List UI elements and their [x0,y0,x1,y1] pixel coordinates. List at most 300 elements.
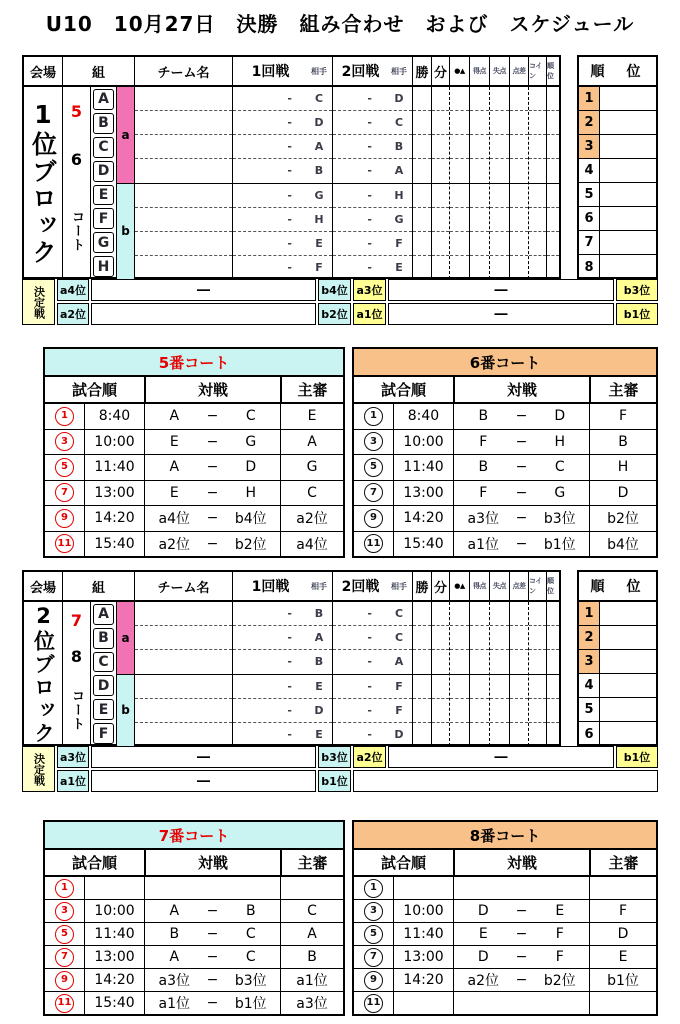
score-cell [432,87,449,111]
court-number-cell [62,87,90,279]
block2-decision-matches [22,746,658,792]
round1-opponent: C [314,92,324,106]
score-cell [450,111,469,135]
referee: D [617,484,629,501]
score-cell [529,184,546,208]
match-time: 11:40 [394,455,454,480]
score-cell [432,111,449,135]
round1-opponent: E [315,679,323,693]
header-loss-mark: ●▲ [449,57,469,85]
circled-number: 3 [55,902,74,921]
away-team: b1位 [234,996,267,1012]
round2-opponent: H [394,188,404,202]
score-cell [547,650,559,674]
circled-number: 11 [55,534,74,553]
schedule-row: 9 14:20 a4位 − b4位 a2位 [45,506,343,532]
round2-opponent: A [394,655,404,669]
score-cell [470,87,489,111]
score-cell [413,184,431,208]
schedule-rows [45,404,343,556]
score-cell [450,256,469,279]
score-cell [470,723,489,746]
score-cell [529,208,546,232]
team-letter: C [93,137,114,158]
block-1st-place [22,55,658,325]
header-draw: 分 [431,572,449,600]
header-group: 組 [62,57,134,85]
score-cell [432,602,449,626]
rank-row [579,255,656,279]
score-cell [432,232,449,256]
stat-column-rank [546,87,559,279]
away-team: G [245,433,257,450]
score-cell [510,87,528,111]
decision-match-cell: ― [388,746,614,768]
stat-column-loss [449,87,469,279]
schedule-row: 9 14:20 a3位 − b3位 a1位 [45,969,343,992]
match-time: 10:00 [85,430,145,455]
circled-number: 9 [55,971,74,990]
score-cell [490,723,509,746]
team-letter: C [93,652,114,673]
rank-team-slot [600,159,656,182]
round1-cell: - B [233,602,332,626]
circled-number: 1 [55,879,74,898]
score-cell [547,184,559,208]
schedule-row: 9 14:20 a3位 − b3位 b2位 [354,506,656,532]
circled-number: 7 [364,948,383,967]
score-cell [529,723,546,746]
stat-column-win [412,602,431,746]
score-cell [490,675,509,699]
schedule-row: 5 11:40 A − D G [45,455,343,481]
header-referee: 主審 [608,854,639,872]
home-team: D [477,903,489,919]
referee: b1位 [607,973,639,989]
score-cell [529,626,546,650]
rank-row [579,698,656,722]
round1-cell: - D [233,699,332,723]
score-cell [450,602,469,626]
referee: b4位 [607,536,639,553]
rank-number: 3 [579,135,600,158]
score-cell [470,699,489,723]
referee: a2位 [296,511,328,528]
score-cell [510,699,528,723]
round1-column [232,602,332,746]
score-cell [450,184,469,208]
round2-cell: - B [333,135,412,159]
home-team: B [478,459,489,476]
group-column [116,87,134,279]
score-cell [490,111,509,135]
round1-opponent: H [314,212,324,226]
opponent-label: 相手 [311,66,327,76]
rank-rows [579,87,656,279]
schedule-row: 7 13:00 F − G D [354,481,656,507]
decision-row [57,770,658,792]
schedule-court6 [352,347,658,558]
score-cell [547,159,559,183]
round2-opponent: E [395,260,403,274]
decision-match-cell [91,303,316,325]
away-team: C [245,408,256,425]
court-number-bottom: 8 [70,646,83,666]
score-cell [490,232,509,256]
schedule-title: 7番コート [45,822,343,850]
referee: C [307,484,317,501]
team-letter: F [93,723,114,744]
team-letter: E [93,185,114,206]
decision-team: a2位 [353,746,386,768]
score-cell [413,699,431,723]
round1-cell: - B [233,159,332,183]
round2-cell: - D [333,723,412,746]
score-cell [135,87,232,111]
home-team: A [169,903,180,919]
venue-cell [24,602,62,746]
group-column [116,602,134,746]
round1-cell [233,87,332,111]
schedule-row [45,877,343,900]
page-title: U10 10月27日 決勝 組み合わせ および スケジュール [45,12,635,36]
schedule-header [354,850,656,877]
score-cell [135,135,232,159]
home-team: a3位 [467,511,499,528]
score-cell [490,159,509,183]
rank-rows [579,602,656,746]
score-cell [432,723,449,746]
header-goals-for: 得点 [469,57,489,85]
block2-grid [22,570,561,746]
round2-cell: - H [333,184,412,208]
decision-match-cell: ― [388,279,614,301]
score-cell [432,699,449,723]
opponent-label: 相手 [391,66,407,76]
decision-team: a2位 [57,303,89,325]
header-referee: 主審 [608,381,639,399]
rank-number: 5 [579,183,600,206]
rank-team-slot [600,722,656,746]
rank-number: 7 [579,231,600,254]
block-2nd-place [22,570,658,792]
header-coin: コイン [528,57,546,85]
decision-team: b1位 [616,303,658,325]
away-team: b2位 [543,973,576,989]
home-team: E [169,433,179,450]
decision-row [57,746,658,768]
header-win: 勝 [412,57,431,85]
score-cell [450,675,469,699]
header-round1 [232,57,332,85]
score-cell [135,626,232,650]
round2-opponent: F [395,679,403,693]
away-team: B [245,903,256,919]
score-cell [529,675,546,699]
score-cell [490,699,509,723]
score-cell [413,135,431,159]
match-time: 10:00 [394,900,454,922]
schedule-row: 7 13:00 D − F E [354,946,656,969]
match-time: 14:20 [85,506,145,531]
circled-number: 7 [55,948,74,967]
round2-label: 2回戦 [341,64,380,80]
round1-cell: - E [233,675,332,699]
header-match-order: 試合順 [354,377,455,402]
rank-row [579,231,656,255]
round2-cell: - F [333,699,412,723]
score-cell [135,159,232,183]
rank-team-slot [600,87,656,110]
venue-cell [24,87,62,279]
home-team: a4位 [158,511,190,528]
round1-opponent: B [314,164,324,178]
decision-label: 決定戦 [22,279,55,325]
score-cell [413,111,431,135]
match-time: 13:00 [85,481,145,506]
match-time: 15:40 [394,532,454,557]
round2-opponent: A [394,164,404,178]
referee: C [307,903,317,919]
score-cell [529,87,546,111]
rank-team-slot [600,255,656,279]
score-cell [432,208,449,232]
team-letter: D [93,675,114,696]
home-team: D [477,949,489,965]
match-time: 14:20 [85,969,145,991]
away-team: F [555,949,564,965]
score-cell [529,232,546,256]
rank-row [579,602,656,626]
score-cell [432,650,449,674]
match-time: 14:20 [394,506,454,531]
round2-cell: - C [333,111,412,135]
venue-vertical-label: 2位ブロック [31,603,56,745]
score-cell [432,626,449,650]
schedule-header [45,850,343,877]
circled-number: 1 [364,879,383,898]
header-venue: 会場 [29,580,56,596]
rank-number: 2 [579,626,600,649]
score-cell [450,232,469,256]
referee: F [618,408,628,425]
score-cell [450,650,469,674]
score-cell [490,626,509,650]
rank-row [579,722,656,746]
team-letter-column [90,602,116,746]
header-win: 勝 [412,572,431,600]
court-number-top: 5 [70,101,83,121]
score-cell [413,626,431,650]
rank-row [579,159,656,183]
score-cell [450,723,469,746]
match-time: 10:00 [85,900,145,922]
score-cell [470,256,489,279]
round2-opponent: C [394,116,404,130]
score-cell [135,675,232,699]
match-time [394,877,454,899]
match-number-cell [45,404,85,429]
vs-dash: − [206,408,219,425]
away-team: C [245,926,256,942]
match-time: 8:40 [85,404,145,429]
score-cell [135,184,232,208]
score-cell [529,111,546,135]
score-cell [470,184,489,208]
decision-team: b3位 [616,279,658,301]
score-cell [413,208,431,232]
team-name-column [134,602,232,746]
block1-grid [22,55,561,279]
score-cell [135,699,232,723]
block1-grid-header [24,57,559,87]
score-cell [450,87,469,111]
referee: H [617,459,629,476]
score-cell [529,135,546,159]
circled-number: 9 [364,509,383,528]
score-cell [510,675,528,699]
stat-column-draw [431,602,449,746]
header-rank: 順位 [546,572,559,600]
match-time: 8:40 [394,404,454,429]
score-cell [547,699,559,723]
rank-row [579,674,656,698]
schedule-row: 5 11:40 B − C H [354,455,656,481]
schedule-rows [45,877,343,1014]
round2-cell: - C [333,626,412,650]
rank-team-slot [600,698,656,721]
header-team-name: チーム名 [134,57,232,85]
round2-cell: - F [333,675,412,699]
header-round2 [332,57,412,85]
match-time [85,877,145,899]
header-rank: 順位 [546,57,559,85]
header-match: 対戦 [455,377,591,402]
away-team: b4位 [234,511,267,528]
team-letter: E [93,699,114,720]
score-cell [432,256,449,279]
score-cell [529,699,546,723]
schedule-row: 11 15:40 a1位 − b1位 a3位 [45,992,343,1014]
circled-number: 11 [364,534,383,553]
header-loss-mark: ●▲ [449,572,469,600]
score-cell [547,626,559,650]
score-cell [413,602,431,626]
header-match: 対戦 [146,850,282,875]
score-cell [510,135,528,159]
rank-team-slot [600,183,656,206]
score-cell [470,675,489,699]
referee: a1位 [296,973,328,989]
stat-column-goals-against [489,87,509,279]
round2-column [332,87,412,279]
schedule-header [354,377,656,404]
away-team: C [245,949,256,965]
decision-row [57,303,658,325]
decision-team: a1位 [57,770,89,792]
score-cell [510,111,528,135]
decision-label: 決定戦 [22,746,55,792]
score-cell [529,650,546,674]
header-goal-diff: 点差 [509,57,528,85]
match-time: 14:20 [394,969,454,991]
rank-table-header: 順 位 [579,572,656,602]
team-letter: D [93,161,114,182]
schedule-row [45,404,343,430]
stat-column-goal-diff [509,602,528,746]
score-cell [510,208,528,232]
circled-number: 11 [55,994,74,1013]
header-round2: 2回戦 相手 [332,572,412,600]
header-goal-diff: 点差 [509,572,528,600]
rank-number: 5 [579,698,600,721]
circled-number: 1 [364,407,383,426]
round2-cell: - D [333,87,412,111]
circled-number: 5 [55,925,74,944]
team-letter: A [93,89,114,110]
score-cell [510,650,528,674]
header-goals-for: 得点 [469,572,489,600]
circled-number: 7 [55,483,74,502]
decision-match-cell: ― [388,303,614,325]
score-cell [510,723,528,746]
round1-opponent: D [314,703,324,717]
round1-cell: - B [233,650,332,674]
schedule-rows [354,877,656,1014]
schedule-title: 5番コート [45,349,343,377]
header-draw: 分 [431,57,449,85]
score-cell [450,159,469,183]
team-letter: G [93,232,114,253]
away-team: F [555,926,564,942]
referee: a3位 [296,996,328,1012]
block2-rank-table [577,570,658,746]
schedule-row: 11 15:40 a2位 − b2位 a4位 [45,532,343,557]
round1-opponent: E [315,236,323,250]
score-cell [547,723,559,746]
referee: B [618,433,628,450]
home-team: E [169,484,179,501]
schedule-row: 7 13:00 A − C B [45,946,343,969]
header-goals-against: 失点 [489,57,509,85]
home-team: F [479,433,488,450]
round1-opponent: G [314,188,324,202]
score-cell [135,723,232,746]
referee: E [307,408,317,425]
court-suffix: コート [69,210,84,252]
schedule-row: 7 13:00 E − H C [45,481,343,507]
score-cell [510,256,528,279]
round2-cell: - G [333,208,412,232]
group-a-cell: a [117,602,134,675]
away-team: b3位 [543,511,576,528]
decision-team: a4位 [57,279,89,301]
round1-opponent: B [314,607,324,621]
match-time: 15:40 [85,532,145,557]
round2-column [332,602,412,746]
score-cell [490,87,509,111]
round2-opponent: F [395,236,403,250]
block1-grid-body [24,87,559,279]
round2-opponent: G [394,212,404,226]
team-letter: B [93,628,114,649]
score-cell [547,208,559,232]
decision-empty-cell [353,770,658,792]
decision-match-cell: ― [91,279,316,301]
header-match: 対戦 [455,850,591,875]
home-team: A [169,408,180,425]
round1-opponent: A [314,140,324,154]
